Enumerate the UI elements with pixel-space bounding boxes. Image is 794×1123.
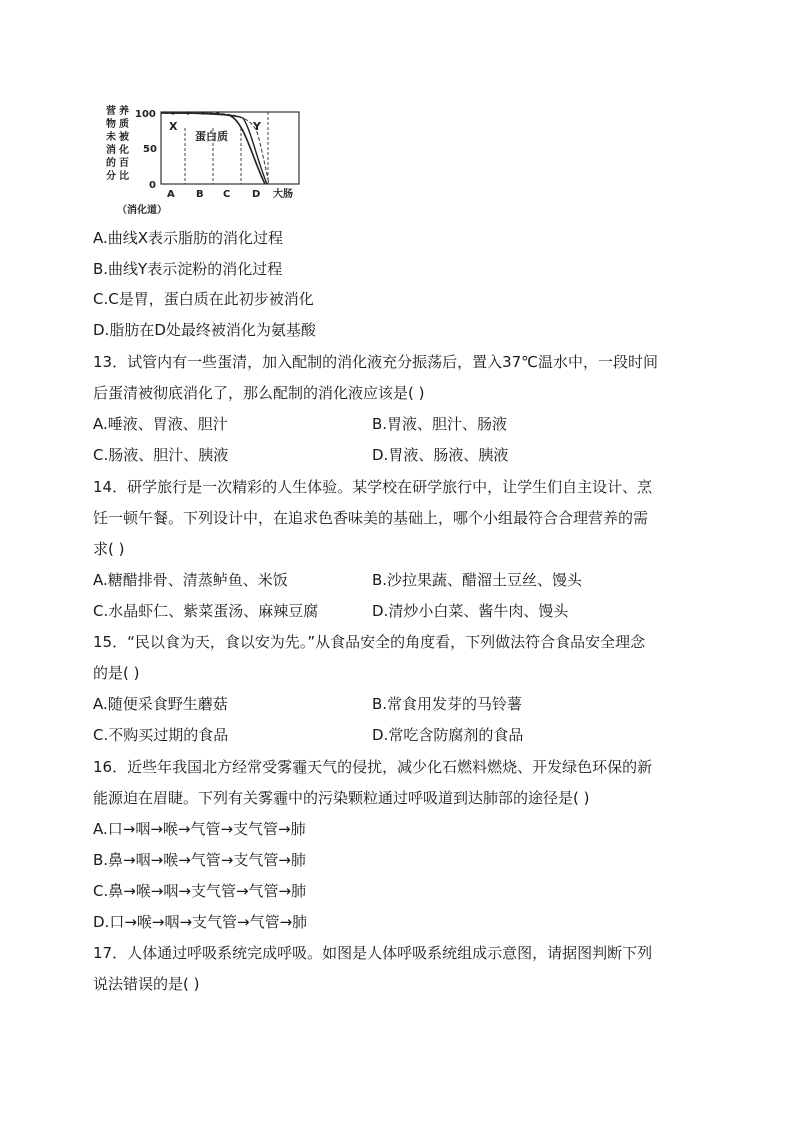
protein-label: 蛋白质 (195, 130, 228, 143)
q13-option-a: A.唾液、胃液、胆汁 (93, 415, 228, 433)
q15-option-a: A.随便采食野生蘑菇 (93, 695, 228, 713)
q12-option-b: B.曲线Y表示淀粉的消化过程 (93, 260, 283, 278)
y-label-char: 被 (119, 132, 129, 143)
curve-dot (171, 111, 174, 114)
q14-stem-line-3: 求( ) (93, 540, 125, 558)
digestion-curve-figure (103, 100, 313, 220)
q13-stem-line-1: 13．试管内有一些蛋清，加入配制的消化液充分振荡后，置入37℃温水中，一段时间 (93, 353, 659, 371)
q16-stem-line-2: 能源迫在眉睫。下列有关雾霾中的污染颗粒通过呼吸道到达肺部的途径是( ) (93, 789, 590, 807)
curve-dot (186, 111, 189, 114)
q15-option-b: B.常食用发芽的马铃薯 (372, 695, 523, 713)
q13-option-c: C.肠液、胆汁、胰液 (93, 446, 229, 464)
y-label-char: 分 (106, 171, 116, 182)
q15-option-c: C.不购买过期的食品 (93, 726, 229, 744)
y-label-char: 未 (106, 132, 116, 143)
x-label-large-intestine: 大肠 (273, 189, 293, 200)
q17-stem-line-1: 17．人体通过呼吸系统完成呼吸。如图是人体呼吸系统组成示意图，请据图判断下列 (93, 944, 653, 962)
q16-option-a: A.口→咽→喉→气管→支气管→肺 (93, 820, 306, 838)
curve-y-label: Y (253, 120, 261, 133)
curve-x-label: X (169, 120, 178, 133)
x-label-d: D (252, 189, 261, 200)
q16-option-d: D.口→喉→咽→支气管→气管→肺 (93, 913, 308, 931)
y-tick-100: 100 (135, 109, 156, 120)
q15-stem-line-2: 的是( ) (93, 664, 140, 682)
q14-stem-line-2: 饪一顿午餐。下列设计中，在追求色香味美的基础上，哪个小组最符合合理营养的需 (93, 509, 649, 527)
q12-option-a: A.曲线X表示脂肪的消化过程 (93, 229, 284, 247)
y-label-char: 营 (106, 106, 116, 117)
y-label-char: 比 (119, 171, 129, 182)
curve-dot (201, 111, 204, 114)
q15-stem-line-1: 15．“民以食为天，食以安为先。”从食品安全的角度看，下列做法符合食品安全理念 (93, 633, 646, 651)
y-label-char: 百 (119, 158, 129, 169)
q12-option-d: D.脂肪在D处最终被消化为氨基酸 (93, 321, 316, 339)
q14-option-b: B.沙拉果蔬、醋溜土豆丝、馒头 (372, 571, 583, 589)
y-label-char: 的 (106, 158, 116, 169)
x-label-c: C (223, 189, 231, 200)
x-label-a: A (167, 189, 175, 200)
q13-option-d: D.胃液、肠液、胰液 (372, 446, 509, 464)
y-tick-50: 50 (143, 144, 157, 155)
q15-option-d: D.常吃含防腐剂的食品 (372, 726, 524, 744)
y-label-char: 消 (106, 145, 116, 156)
q16-stem-line-1: 16．近些年我国北方经常受雾霾天气的侵扰，减少化石燃料燃烧、开发绿色环保的新 (93, 758, 653, 776)
q16-option-b: B.鼻→咽→喉→气管→支气管→肺 (93, 851, 306, 869)
y-label-char: 化 (119, 145, 129, 156)
x-label-b: B (196, 189, 204, 200)
y-tick-0: 0 (149, 180, 156, 191)
y-label-char: 质 (119, 119, 129, 130)
q12-option-c: C.C是胃，蛋白质在此初步被消化 (93, 290, 314, 308)
y-label-char: 养 (119, 106, 129, 117)
q13-option-b: B.胃液、胆汁、肠液 (372, 415, 508, 433)
q13-stem-line-2: 后蛋清被彻底消化了，那么配制的消化液应该是( ) (93, 384, 425, 402)
q14-stem-line-1: 14．研学旅行是一次精彩的人生体验。某学校在研学旅行中，让学生们自主设计、烹 (93, 478, 653, 496)
q16-option-c: C.鼻→喉→咽→支气管→气管→肺 (93, 882, 307, 900)
y-label-char: 物 (106, 119, 116, 130)
plot-frame (161, 112, 299, 184)
curve-dot (216, 111, 219, 114)
q14-option-a: A.糖醋排骨、清蒸鲈鱼、米饭 (93, 571, 288, 589)
q14-option-d: D.清炒小白菜、酱牛肉、馒头 (372, 602, 569, 620)
q17-stem-line-2: 说法错误的是( ) (93, 975, 200, 993)
x-axis-title: （消化道） (117, 205, 167, 216)
q14-option-c: C.水晶虾仁、紫菜蛋汤、麻辣豆腐 (93, 602, 319, 620)
